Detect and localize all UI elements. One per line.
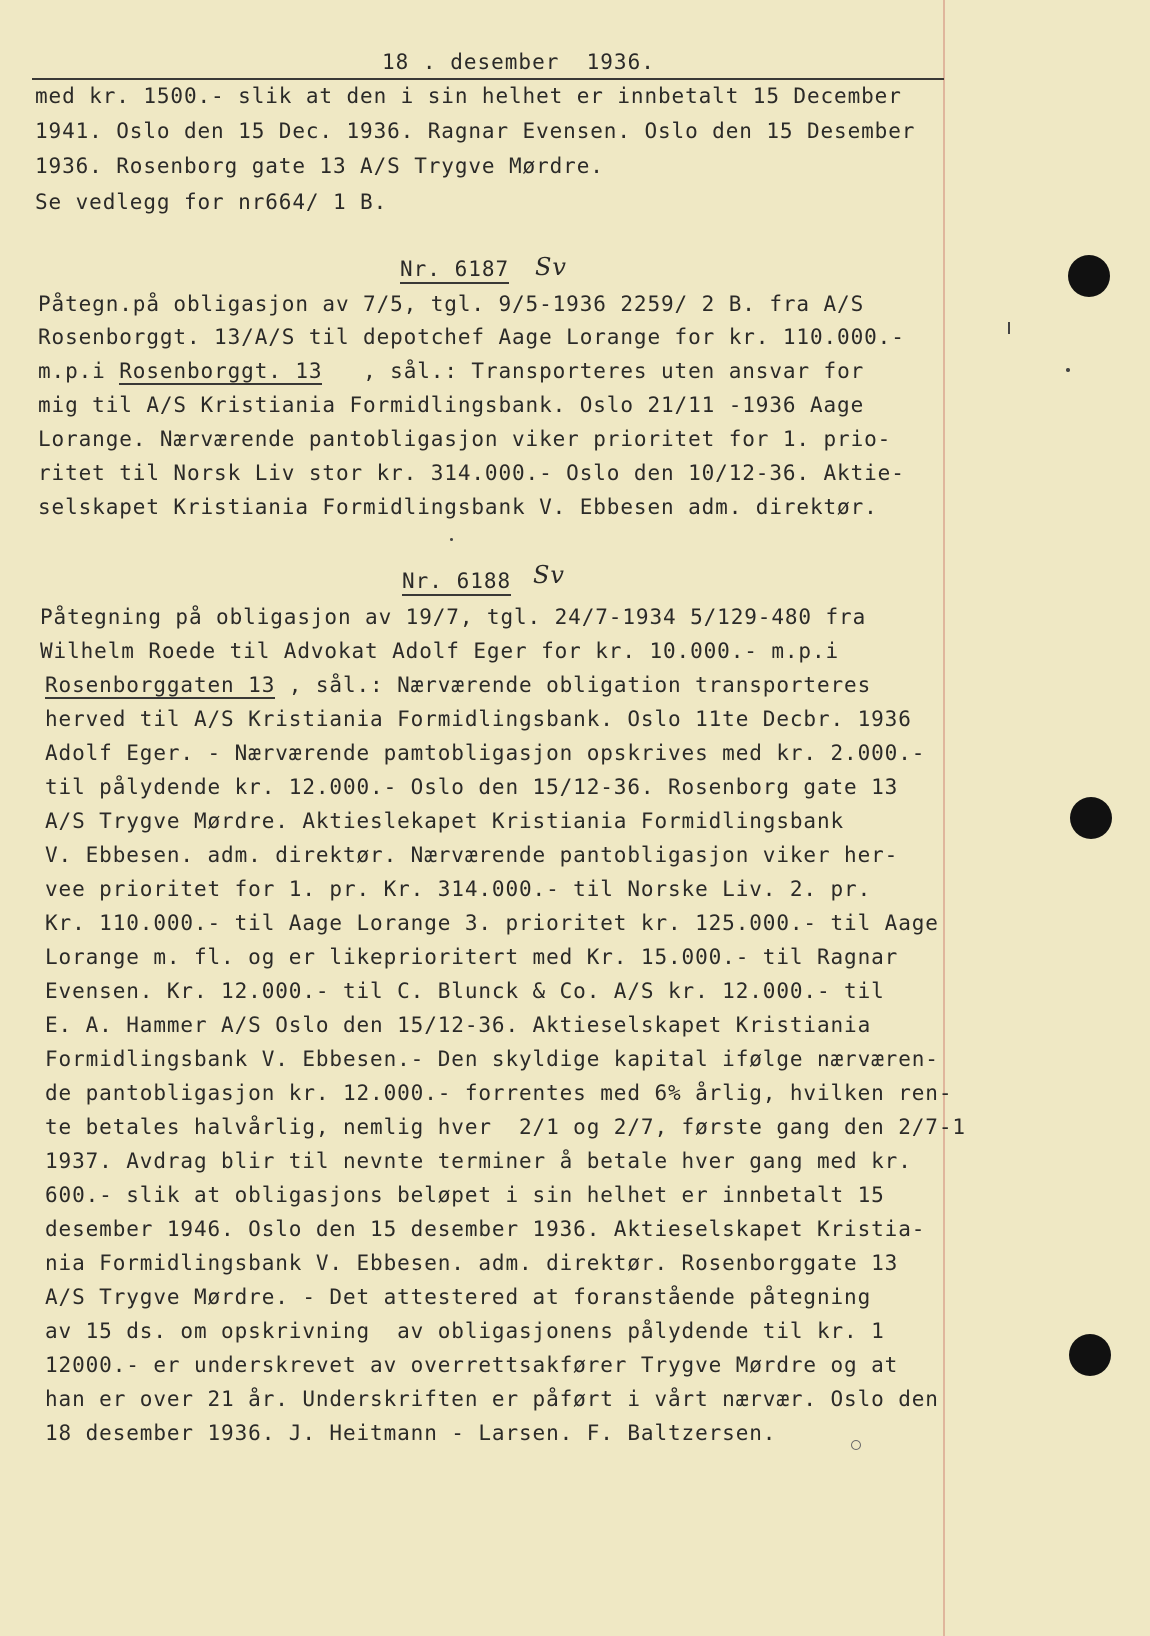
entry-6188-number: Nr. 6188 (402, 568, 511, 596)
entry-6187-line: Påtegn.på obligasjon av 7/5, tgl. 9/5-1936 2259/ 2 B. fra A/S (38, 292, 865, 316)
entry-6187-line-3 (38, 357, 864, 385)
punch-hole-top (1068, 255, 1110, 297)
intro-line: 1941. Oslo den 15 Dec. 1936. Ragnar Evensen. Oslo den 15 Desember (35, 119, 916, 143)
entry-6188-line: V. Ebbesen. adm. direktør. Nærværende pantobligasjon viker her- (45, 843, 899, 867)
punch-hole-middle (1070, 797, 1112, 839)
entry-6187-initials: Sv (535, 253, 567, 281)
entry-6187-line: Lorange. Nærværende pantobligasjon viker prioritet for 1. prio- (38, 427, 892, 451)
entry-6188-line: Påtegning på obligasjon av 19/7, tgl. 24/7-1934 5/129-480 fra (40, 605, 867, 629)
intro-line: Se vedlegg for nr664/ 1 B. (35, 190, 388, 214)
entry-6187-prefix: m.p.i (38, 359, 120, 383)
entry-6188-line-3 (45, 671, 871, 699)
entry-6188-line3-rest: , sål.: Nærværende obligation transporteres (288, 673, 872, 697)
entry-6187-line: Rosenborggt. 13/A/S til depotchef Aage Lorange for kr. 110.000.- (38, 325, 905, 349)
intro-line: 1936. Rosenborg gate 13 A/S Trygve Mørdre. (35, 154, 604, 178)
punch-hole-bottom (1069, 1334, 1111, 1376)
stray-mark (851, 1440, 861, 1450)
margin-rule (943, 0, 945, 1636)
entry-6188-initials: Sv (533, 561, 565, 589)
entry-6188-line: desember 1946. Oslo den 15 desember 1936. Aktieselskapet Kristia- (45, 1217, 926, 1241)
entry-6188-line: vee prioritet for 1. pr. Kr. 314.000.- til Norske Liv. 2. pr. (45, 877, 872, 901)
entry-6188-line: 1937. Avdrag blir til nevnte terminer å betale hver gang med kr. (45, 1149, 912, 1173)
entry-6188-line: A/S Trygve Mørdre. - Det attestered at foranstående påtegning (45, 1285, 872, 1309)
stray-mark (1008, 322, 1010, 334)
entry-6188-line: 600.- slik at obligasjons beløpet i sin helhet er innbetalt 15 (45, 1183, 885, 1207)
page-header (32, 48, 944, 80)
entry-6188-line: E. A. Hammer A/S Oslo den 15/12-36. Aktieselskapet Kristiania (45, 1013, 872, 1037)
header-date: 18 . desember 1936. (382, 50, 655, 74)
entry-6188-line: Lorange m. fl. og er likeprioritert med Kr. 15.000.- til Ragnar (45, 945, 899, 969)
entry-6187-line: selskapet Kristiania Formidlingsbank V. Ebbesen adm. direktør. (38, 495, 878, 519)
entry-6187-address: Rosenborggt. 13 (119, 359, 323, 383)
entry-6188-line: A/S Trygve Mørdre. Aktieslekapet Kristiania Formidlingsbank (45, 809, 845, 833)
entry-6187-line: ritet til Norsk Liv stor kr. 314.000.- Oslo den 10/12-36. Aktie- (38, 461, 905, 485)
entry-6187-line: mig til A/S Kristiania Formidlingsbank. Oslo 21/11 -1936 Aage (38, 393, 865, 417)
entry-6188-line: Wilhelm Roede til Advokat Adolf Eger for kr. 10.000.- m.p.i (40, 639, 840, 663)
entry-6188-line: herved til A/S Kristiania Formidlingsbank. Oslo 11te Decbr. 1936 (45, 707, 912, 731)
entry-6188-line: Kr. 110.000.- til Aage Lorange 3. prioritet kr. 125.000.- til Aage (45, 911, 939, 935)
entry-6188-line: Adolf Eger. - Nærværende pamtobligasjon opskrives med kr. 2.000.- (45, 741, 926, 765)
stray-mark (450, 538, 453, 541)
stray-mark (1066, 368, 1070, 372)
entry-6187-number: Nr. 6187 (400, 256, 509, 284)
entry-6188-address: Rosenborggaten 13 (45, 673, 276, 697)
entry-6188-line: 18 desember 1936. J. Heitmann - Larsen. F. Baltzersen. (45, 1421, 777, 1445)
entry-6188-line: te betales halvårlig, nemlig hver 2/1 og 2/7, første gang den 2/7-1 (45, 1115, 966, 1139)
entry-6188-line: de pantobligasjon kr. 12.000.- forrentes med 6% årlig, hvilken ren- (45, 1081, 953, 1105)
entry-6188-line: til pålydende kr. 12.000.- Oslo den 15/12-36. Rosenborg gate 13 (45, 775, 899, 799)
entry-6188-line: Evensen. Kr. 12.000.- til C. Blunck & Co. A/S kr. 12.000.- til (45, 979, 885, 1003)
entry-6187-line3-rest: , sål.: Transporteres uten ansvar for (363, 359, 865, 383)
entry-6188-line: nia Formidlingsbank V. Ebbesen. adm. direktør. Rosenborggate 13 (45, 1251, 899, 1275)
entry-6188-line: 12000.- er underskrevet av overrettsakfører Trygve Mørdre og at (45, 1353, 899, 1377)
entry-6188-line: han er over 21 år. Underskriften er påført i vårt nærvær. Oslo den (45, 1387, 939, 1411)
intro-line: med kr. 1500.- slik at den i sin helhet er innbetalt 15 December (35, 84, 902, 108)
entry-6188-line: Formidlingsbank V. Ebbesen.- Den skyldige kapital ifølge nærværen- (45, 1047, 939, 1071)
entry-6188-line: av 15 ds. om opskrivning av obligasjonens pålydende til kr. 1 (45, 1319, 885, 1343)
